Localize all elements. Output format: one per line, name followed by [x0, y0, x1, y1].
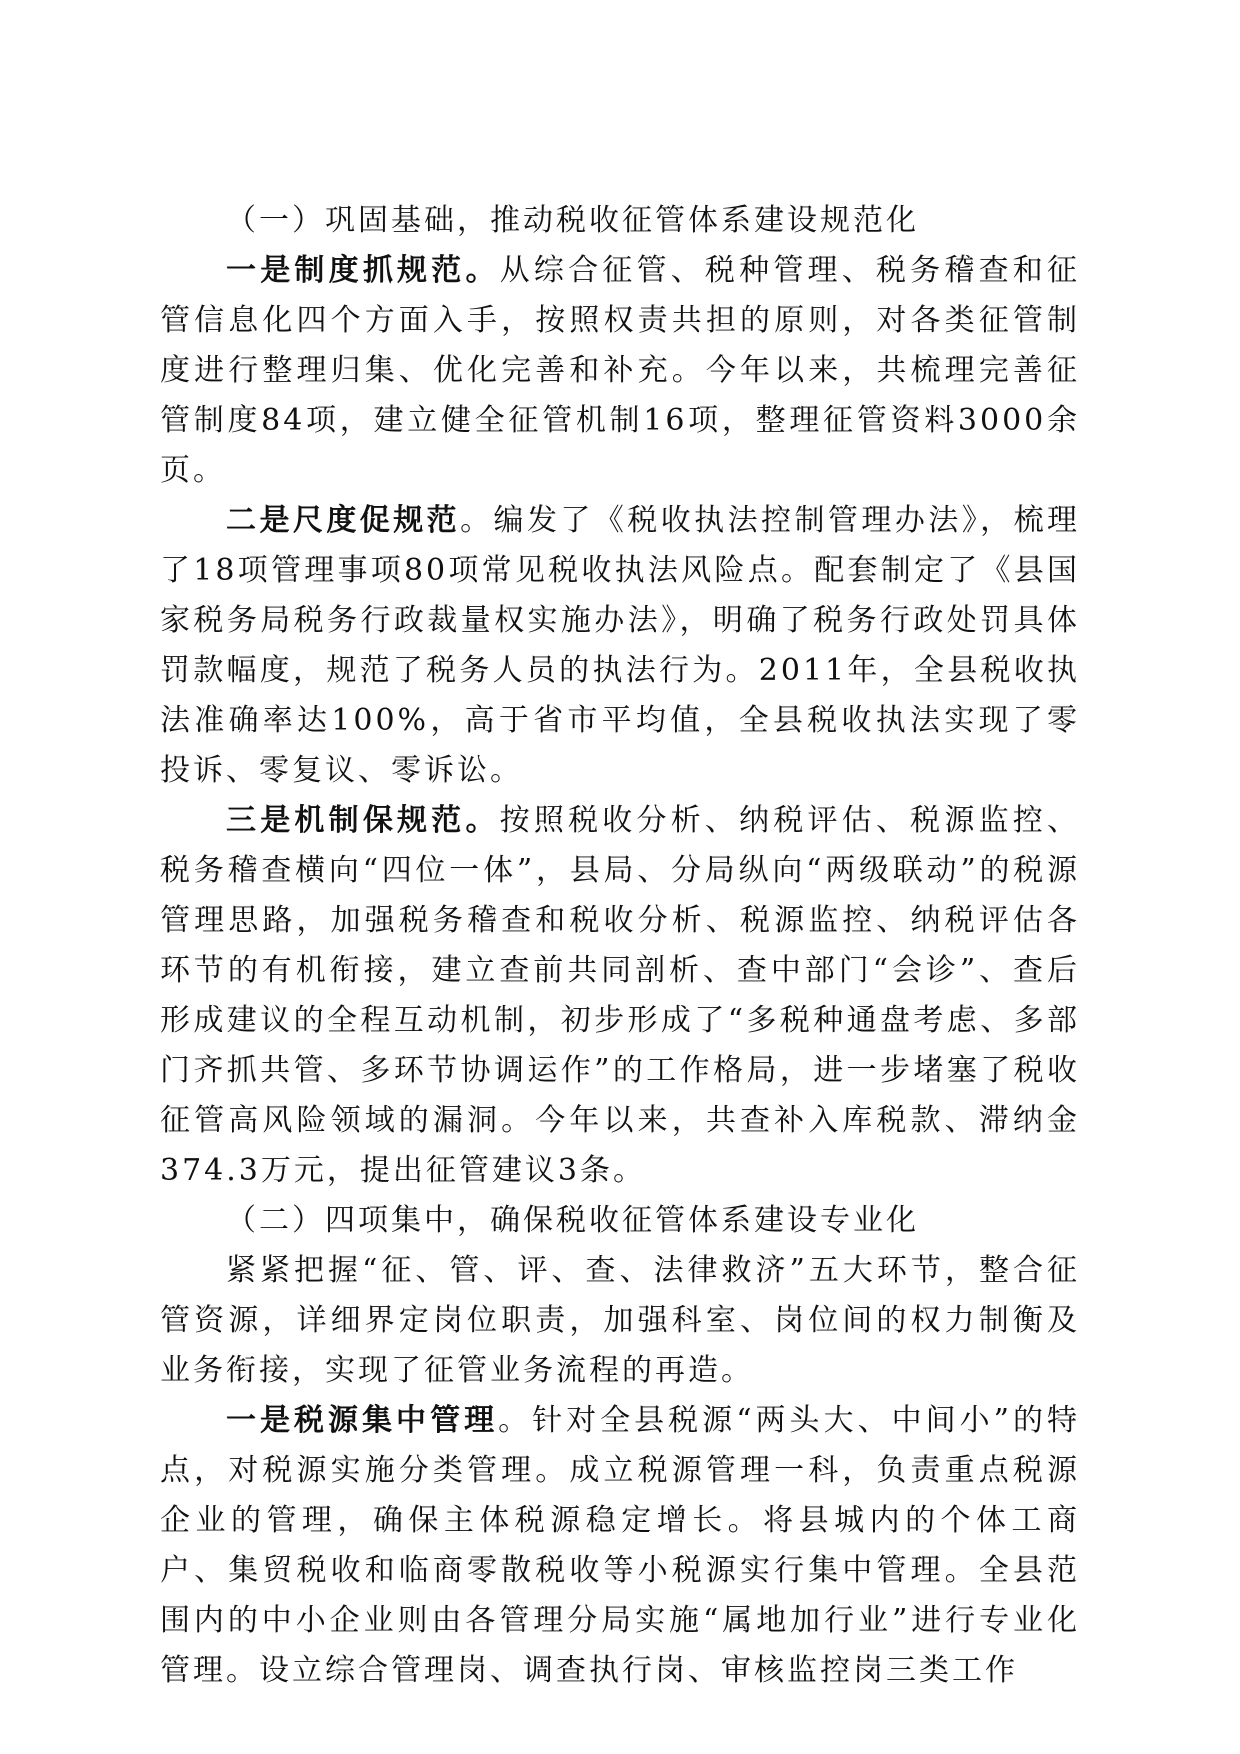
- section1-paragraph-3-lead: 三是机制保规范。: [226, 803, 500, 838]
- section1-heading: （一）巩固基础，推动税收征管体系建设规范化: [226, 203, 919, 238]
- section2-paragraph-1-lead: 一是税源集中管理: [226, 1403, 499, 1438]
- section2-paragraph-1-body: 。针对全县税源“两头大、中间小”的特点，对税源实施分类管理。成立税源管理一科，负责重点税源企业的管理，确保主体税源稳定增长。将县城内的个体工商户、集贸税收和临商零散税收等小税源实行集中管理。全县范围内的中小企业则由各管理分局实施“属地加行业”进行专业化管理。设立综合管理岗、调查执行岗、审核监控岗三类工作: [160, 1403, 1080, 1688]
- section1-paragraph-2-body: 。编发了《税收执法控制管理办法》，梳理了18项管理事项80项常见税收执法风险点。配套制定了《县国家税务局税务行政裁量权实施办法》，明确了税务行政处罚具体罚款幅度，规范了税务人员的执法行为。2011年，全县税收执法准确率达100%，高于省市平均值，全县税收执法实现了零投诉、零复议、零诉讼。: [160, 503, 1081, 788]
- section2-heading: （二）四项集中，确保税收征管体系建设专业化: [226, 1203, 919, 1238]
- section1-paragraph-2: [160, 496, 1080, 796]
- section1-paragraph-3-body: 按照税收分析、纳税评估、税源监控、税务稽查横向“四位一体”，县局、分局纵向“两级联动”的税源管理思路，加强税务稽查和税收分析、税源监控、纳税评估各环节的有机衔接，建立查前共同剖析、查中部门“会诊”、查后形成建议的全程互动机制，初步形成了“多税种通盘考虑、多部门齐抓共管、多环节协调运作”的工作格局，进一步堵塞了税收征管高风险领域的漏洞。今年以来，共查补入库税款、滞纳金374.3万元，提出征管建议3条。: [160, 803, 1081, 1188]
- section1-paragraph-1: [160, 246, 1080, 496]
- document-page: [160, 196, 1080, 1696]
- section1-paragraph-2-lead: 二是尺度促规范: [226, 503, 461, 538]
- section1-paragraph-3: [160, 796, 1080, 1196]
- section1-paragraph-1-body: 从综合征管、税种管理、税务稽查和征管信息化四个方面入手，按照权责共担的原则，对各类征管制度进行整理归集、优化完善和补充。今年以来，共梳理完善征管制度84项，建立健全征管机制16项，整理征管资料3000余页。: [160, 253, 1081, 488]
- section2-paragraph-1: [160, 1396, 1080, 1696]
- section1-paragraph-1-lead: 一是制度抓规范。: [226, 253, 500, 288]
- section2-intro: 紧紧把握“征、管、评、查、法律救济”五大环节，整合征管资源，详细界定岗位职责，加强科室、岗位间的权力制衡及业务衔接，实现了征管业务流程的再造。: [160, 1253, 1080, 1388]
